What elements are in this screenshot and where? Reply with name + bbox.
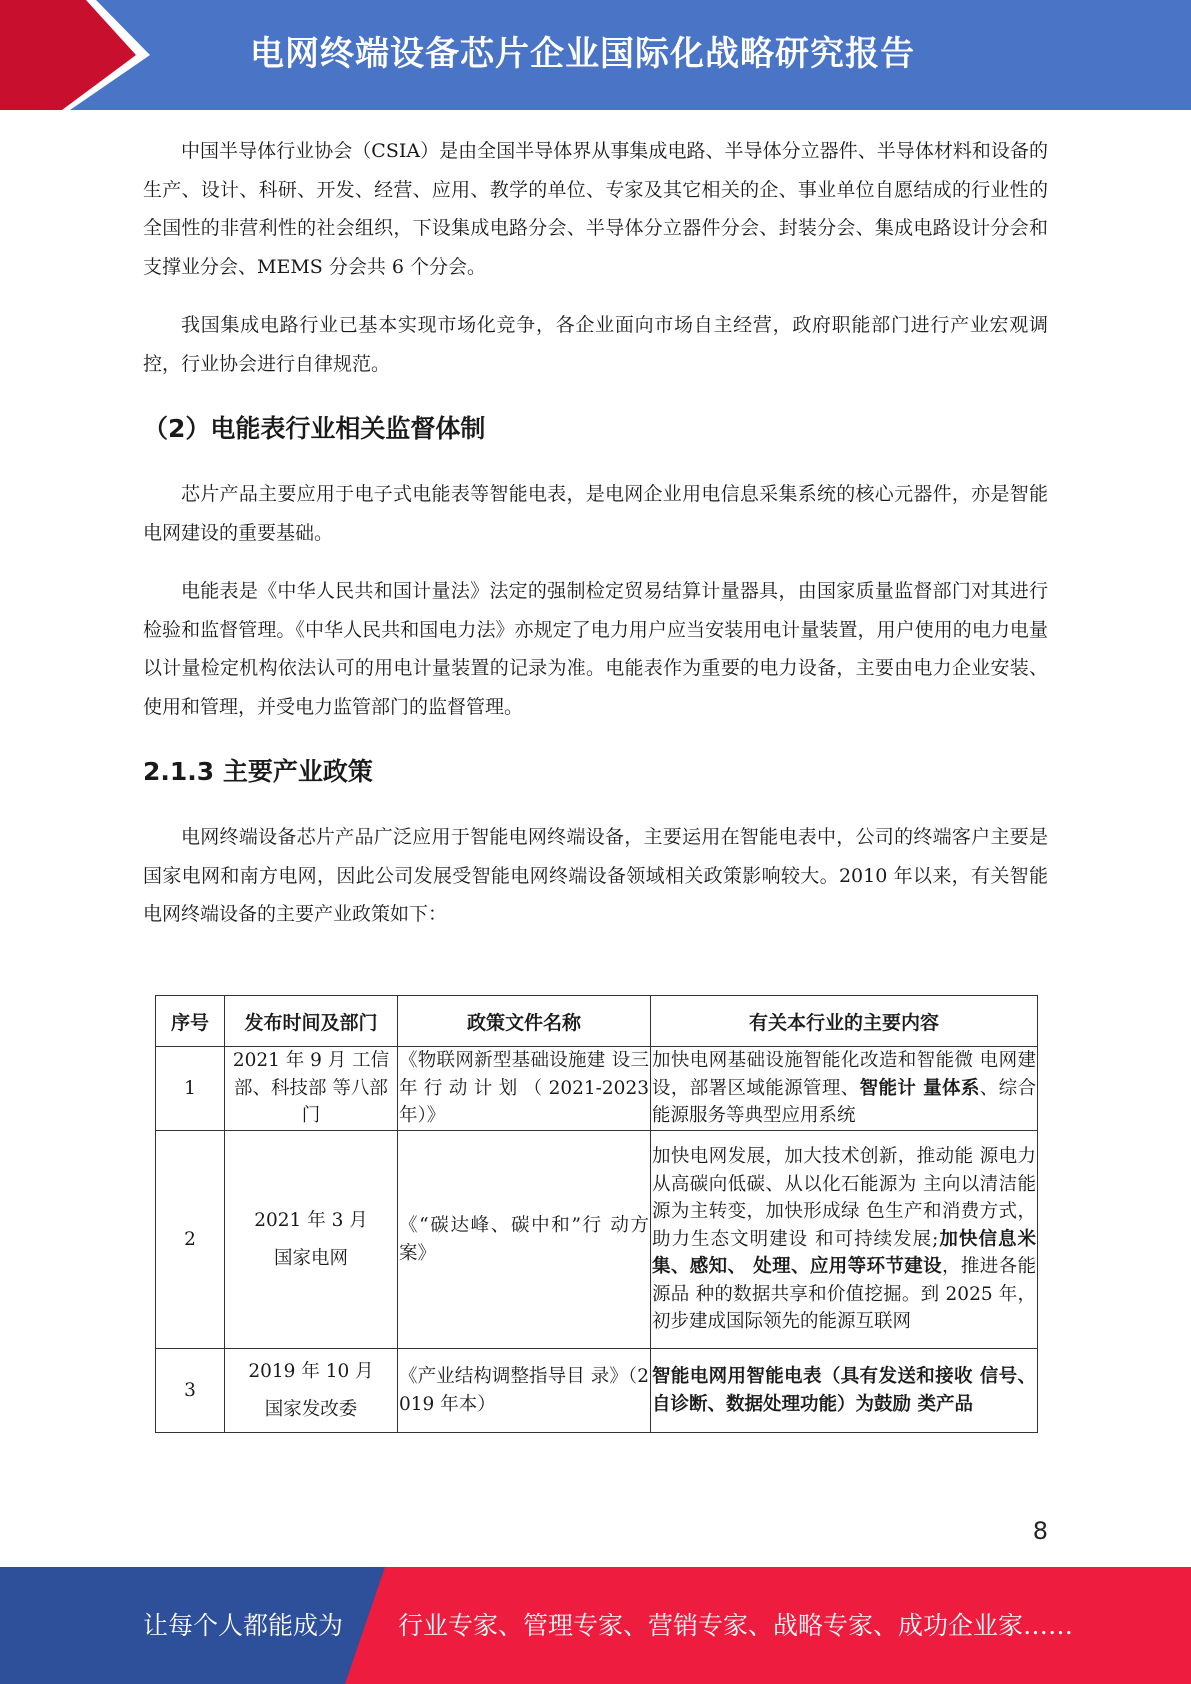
content-bold-text: 智能计 量体系: [859, 1077, 980, 1099]
paragraph-chip-application: 芯片产品主要应用于电子式电能表等智能电表，是电网企业用电信息采集系统的核心元器件，亦是智能电网建设的重要基础。: [143, 483, 1048, 544]
footer-slogan-right: 行业专家、管理专家、营销专家、战略专家、成功企业家……: [398, 1611, 1074, 1640]
cell-seq: 2: [156, 1131, 225, 1349]
paragraph-policy-intro: 电网终端设备芯片产品广泛应用于智能电网终端设备，主要运用在智能电表中，公司的终端客户主要是国家电网和南方电网，因此公司发展受智能电网终端设备领域相关政策影响较大。2010 年以来，有关智能电网终端设备的主要产业政策如下：: [143, 826, 1048, 925]
dept-text: 国家发改委: [264, 1398, 358, 1420]
cell-policy-name: 《产业结构调整指导目 录》（2019 年本）: [398, 1349, 651, 1433]
page-number: 8: [1032, 1517, 1048, 1545]
content-text: 加快电网发展，加大技术创新，推动能 源电力从高碳向低碳、从以化石能源为 主向以清洁能源为主转变，加快形成绿 色生产和消费方式，助力生态文明建设 和可持续发展;: [652, 1146, 1036, 1250]
col-header-main-content: 有关本行业的主要内容: [651, 996, 1038, 1047]
cell-seq: 3: [156, 1349, 225, 1433]
cell-main-content: [651, 1349, 1038, 1433]
content-bold-text: 智能电网用智能电表（具有发送和接收 信号、自诊断、数据处理功能）为鼓励 类产品: [652, 1366, 1036, 1415]
dept-text: 国家电网: [273, 1247, 348, 1269]
table-row: [156, 1131, 1038, 1349]
page-header: [0, 0, 1191, 110]
content-text: 、综合能源服务等典型应用系统: [652, 1077, 1036, 1127]
cell-policy-name: 《物联网新型基础设施建 设三年行动计划（2021-2023 年）》: [398, 1047, 651, 1131]
heading-industry-policy: 2.1.3 主要产业政策: [143, 757, 373, 786]
cell-main-content: [651, 1047, 1038, 1131]
footer-slogan-left: 让每个人都能成为: [143, 1611, 344, 1640]
content-text: 加快电网基础设施智能化改造和智能微 电网建设，部署区域能源管理、: [652, 1050, 1036, 1099]
content-text: ，推进各能源品 种的数据共享和价值挖掘。到 2025 年， 初步建成国际领先的能源互联网: [652, 1256, 1036, 1333]
table-header-row: [156, 996, 1038, 1047]
paragraph-meter-law: 电能表是《中华人民共和国计量法》法定的强制检定贸易结算计量器具，由国家质量监督部门对其进行检验和监督管理。《中华人民共和国电力法》亦规定了电力用户应当安装用电计量装置，用户使用的电力电量以计量检定机构依法认可的用电计量装置的记录为准。电能表作为重要的电力设备，主要由电力企业安装、使用和管理，并受电力监管部门的监督管理。: [143, 580, 1048, 718]
cell-main-content: [651, 1131, 1038, 1349]
report-title: 电网终端设备芯片企业国际化战略研究报告: [250, 34, 915, 74]
page-footer: [0, 1567, 1191, 1684]
cell-date-dept: [225, 1131, 398, 1349]
main-content: [143, 132, 1048, 934]
table-row: [156, 1047, 1038, 1131]
policy-table: [155, 995, 1038, 1433]
paragraph-csia: 中国半导体行业协会（CSIA）是由全国半导体界从事集成电路、半导体分立器件、半导体材料和设备的生产、设计、科研、开发、经营、应用、教学的单位、专家及其它相关的企、事业单位自愿结成的行业性的全国性的非营利性的社会组织，下设集成电路分会、半导体分立器件分会、封装分会、集成电路设计分会和支撑业分会、MEMS 分会共 6 个分会。: [143, 140, 1048, 278]
paragraph-market: 我国集成电路行业已基本实现市场化竞争，各企业面向市场自主经营，政府职能部门进行产业宏观调控，行业协会进行自律规范。: [143, 314, 1048, 375]
cell-policy-name: 《“碳达峰、碳中和”行 动方案》: [398, 1131, 651, 1349]
content-bold-text: 加快信息米集、感知、 处理、应用等环节建设: [652, 1228, 1036, 1278]
date-text: 2019 年 10 月: [248, 1360, 374, 1382]
col-header-policy-name: 政策文件名称: [398, 996, 651, 1047]
heading-meter-supervision: （2）电能表行业相关监督体制: [143, 414, 486, 443]
date-text: 2021 年 3 月: [254, 1209, 368, 1231]
col-header-seq: 序号: [156, 996, 225, 1047]
cell-date-dept: 2021 年 9 月 工信部、科技部 等八部门: [225, 1047, 398, 1131]
cell-seq: 1: [156, 1047, 225, 1131]
cell-date-dept: [225, 1349, 398, 1433]
table-row: [156, 1349, 1038, 1433]
col-header-date-dept: 发布时间及部门: [225, 996, 398, 1047]
